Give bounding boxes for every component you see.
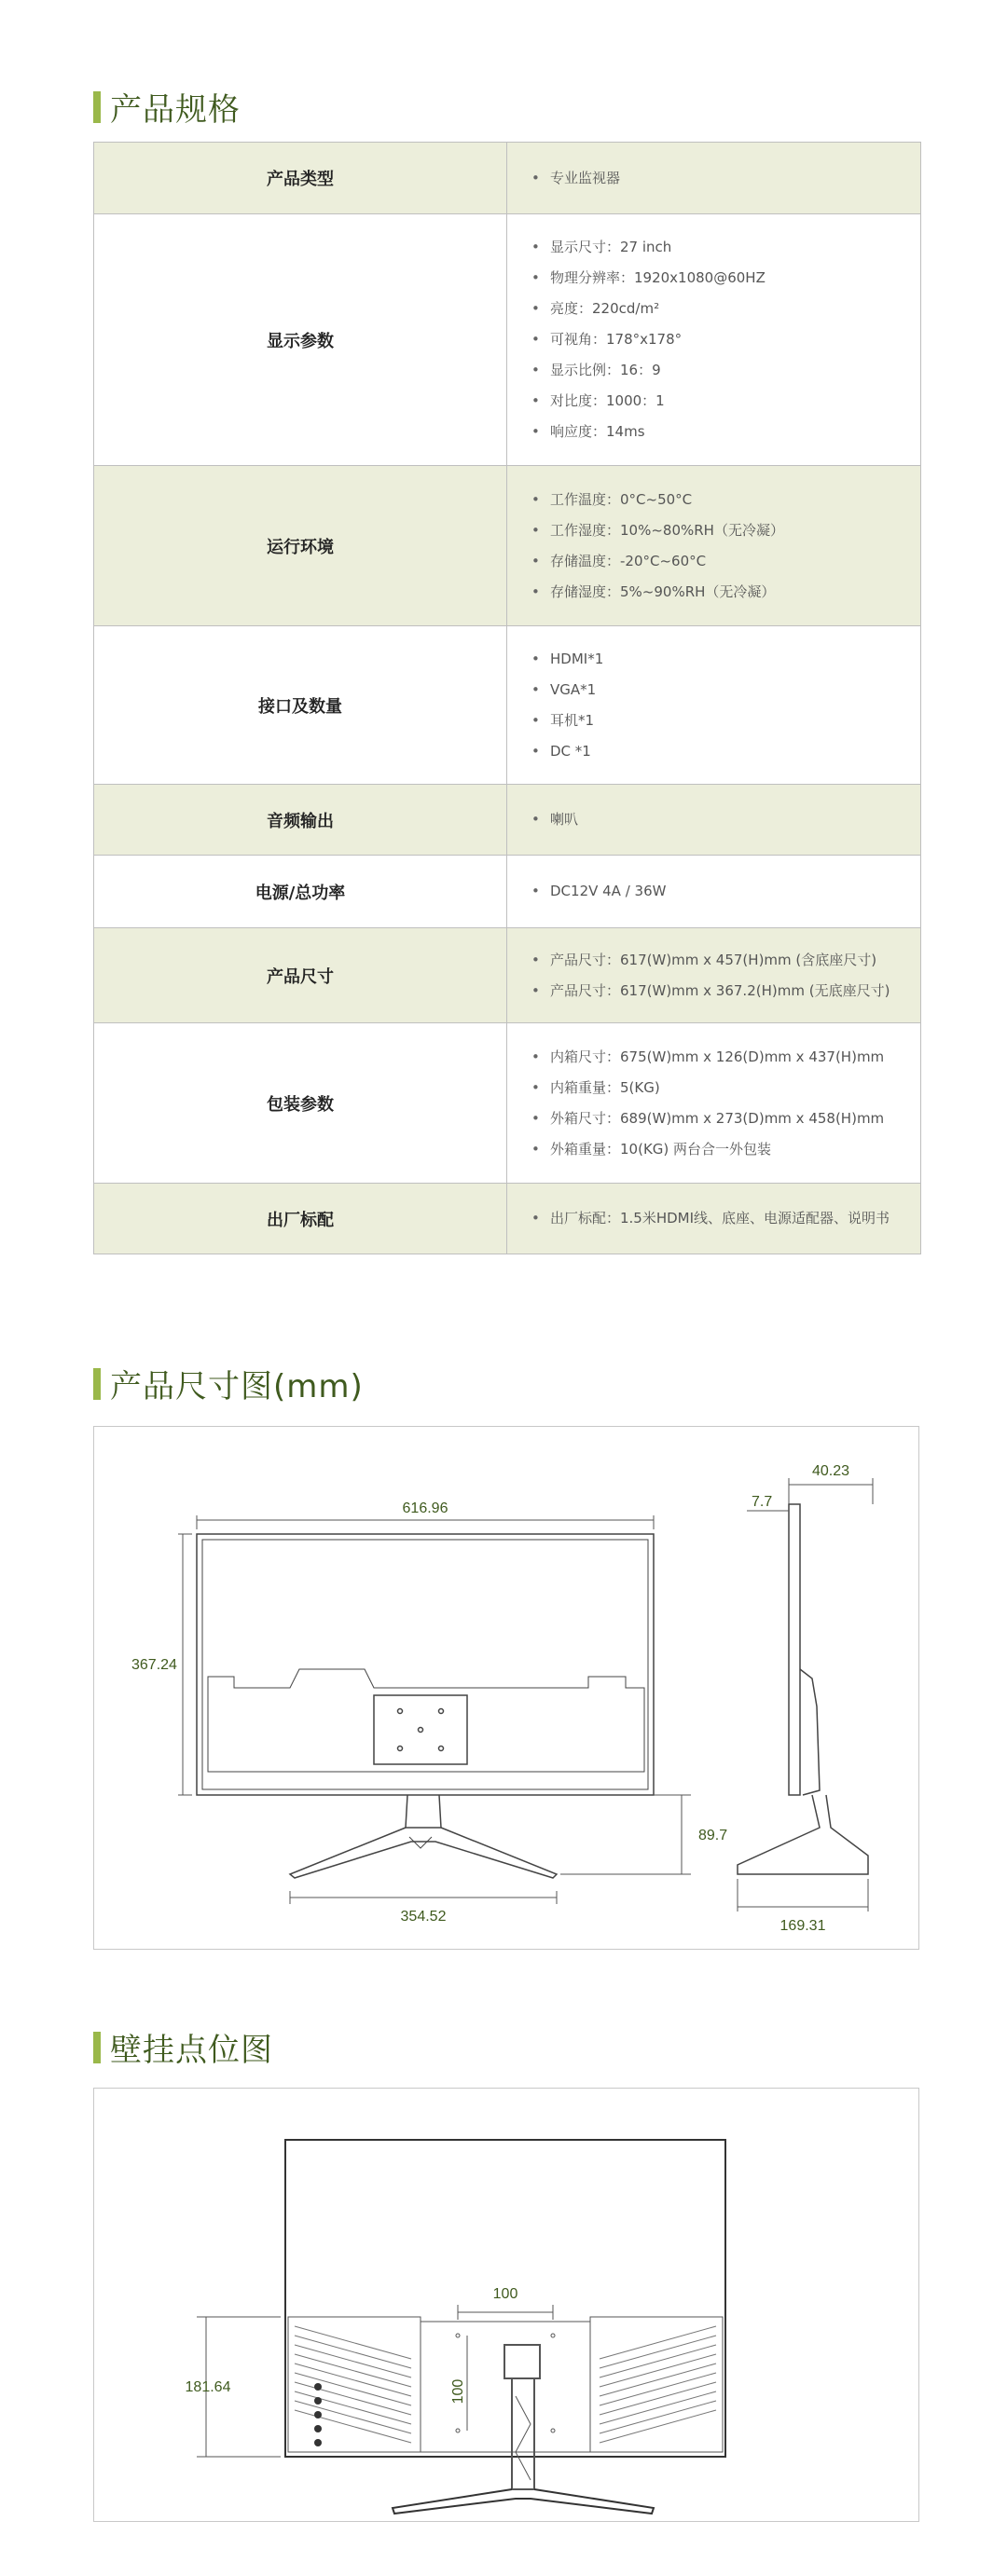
spec-value-item: • 内箱尺寸：675(W)mm x 126(D)mm x 437(H)mm bbox=[531, 1042, 920, 1073]
spec-value-item: • 喇叭 bbox=[531, 804, 920, 835]
spec-value-item: • 可视角：178°x178° bbox=[531, 324, 920, 355]
spec-row-label: 显示参数 bbox=[94, 214, 507, 465]
dim-base-depth-label: 169.31 bbox=[779, 1918, 826, 1934]
section-title-text: 壁挂点位图 bbox=[110, 2032, 273, 2069]
spec-row-label: 产品类型 bbox=[94, 143, 507, 213]
spec-value-item: • 产品尺寸：617(W)mm x 457(H)mm (含底座尺寸) bbox=[531, 945, 920, 976]
spec-value-item: • 存储温度：-20°C~60°C bbox=[531, 546, 920, 577]
wallmount-height-label: 181.64 bbox=[185, 2379, 231, 2395]
spec-row bbox=[94, 1022, 920, 1183]
title-accent-bar bbox=[93, 91, 101, 123]
section-specs-title bbox=[93, 84, 241, 130]
spec-row-values bbox=[507, 856, 920, 927]
spec-value-item: • 响应度：14ms bbox=[531, 417, 920, 447]
vesa-plate bbox=[374, 1695, 467, 1764]
title-accent-bar bbox=[93, 1368, 101, 1400]
dimension-drawing-frame bbox=[93, 1426, 919, 1950]
monitor-side-outline bbox=[789, 1504, 800, 1795]
spec-value-item: • 显示比例：16：9 bbox=[531, 355, 920, 386]
vesa-h-spacing-label: 100 bbox=[492, 2286, 518, 2302]
spec-value-item: • 内箱重量：5(KG) bbox=[531, 1073, 920, 1103]
spec-value-item: • 显示尺寸：27 inch bbox=[531, 232, 920, 263]
spec-value-item: • 专业监视器 bbox=[531, 163, 920, 194]
spec-value-item: • 工作温度：0°C~50°C bbox=[531, 485, 920, 515]
title-accent-bar bbox=[93, 2032, 101, 2063]
spec-value-item: • 耳机*1 bbox=[531, 706, 920, 736]
section-wallmount-title bbox=[93, 2024, 273, 2070]
spec-value-item: • DC *1 bbox=[531, 736, 920, 767]
spec-row bbox=[94, 927, 920, 1022]
spec-row bbox=[94, 625, 920, 784]
dim-width-label: 616.96 bbox=[402, 1500, 448, 1516]
dim-height-label: 367.24 bbox=[131, 1657, 177, 1673]
spec-value-item: • 产品尺寸：617(W)mm x 367.2(H)mm (无底座尺寸) bbox=[531, 976, 920, 1007]
spec-row-label: 接口及数量 bbox=[94, 626, 507, 784]
spec-row-values bbox=[507, 466, 920, 625]
spec-row-values bbox=[507, 214, 920, 465]
spec-value-item: • VGA*1 bbox=[531, 675, 920, 706]
spec-row-label: 出厂标配 bbox=[94, 1184, 507, 1254]
wallmount-drawing bbox=[94, 2089, 918, 2521]
spec-row-values bbox=[507, 1184, 920, 1254]
vesa-v-spacing-label: 100 bbox=[450, 2378, 466, 2405]
spec-row-label: 音频输出 bbox=[94, 785, 507, 855]
dim-base-width-label: 354.52 bbox=[400, 1909, 447, 1925]
spec-row bbox=[94, 213, 920, 465]
spec-value-item: • 工作湿度：10%~80%RH（无冷凝） bbox=[531, 515, 920, 546]
spec-row bbox=[94, 784, 920, 855]
spec-value-item: • HDMI*1 bbox=[531, 644, 920, 675]
wallmount-drawing-frame bbox=[93, 2088, 919, 2522]
spec-value-item: • DC12V 4A / 36W bbox=[531, 876, 920, 907]
spec-row-label: 电源/总功率 bbox=[94, 856, 507, 927]
spec-row-label: 包装参数 bbox=[94, 1023, 507, 1183]
spec-table bbox=[93, 142, 921, 1254]
spec-value-item: • 对比度：1000：1 bbox=[531, 386, 920, 417]
spec-value-item: • 存储湿度：5%~90%RH（无冷凝） bbox=[531, 577, 920, 608]
spec-row-values bbox=[507, 928, 920, 1022]
dim-depth-total-label: 40.23 bbox=[811, 1463, 850, 1479]
spec-row bbox=[94, 1183, 920, 1254]
monitor-front-outline bbox=[197, 1534, 654, 1795]
spec-row-values bbox=[507, 626, 920, 784]
spec-row-label: 产品尺寸 bbox=[94, 928, 507, 1022]
spec-row-label: 运行环境 bbox=[94, 466, 507, 625]
section-title-text: 产品尺寸图(mm) bbox=[110, 1368, 364, 1405]
spec-value-item: • 亮度：220cd/m² bbox=[531, 294, 920, 324]
section-title-text: 产品规格 bbox=[110, 91, 241, 129]
spec-row-values bbox=[507, 1023, 920, 1183]
spec-value-item: • 外箱尺寸：689(W)mm x 273(D)mm x 458(H)mm bbox=[531, 1103, 920, 1134]
spec-row-values bbox=[507, 143, 920, 213]
dim-panel-depth-label: 7.7 bbox=[752, 1494, 773, 1510]
spec-value-item: • 外箱重量：10(KG) 两台合一外包装 bbox=[531, 1134, 920, 1165]
spec-row bbox=[94, 855, 920, 927]
spec-value-item: • 物理分辨率：1920x1080@60HZ bbox=[531, 263, 920, 294]
spec-row bbox=[94, 143, 920, 213]
dim-stand-height-label: 89.7 bbox=[698, 1828, 728, 1843]
dimension-drawing bbox=[94, 1427, 918, 1949]
spec-value-item: • 出厂标配：1.5米HDMI线、底座、电源适配器、说明书 bbox=[531, 1203, 920, 1234]
section-dimensions-title bbox=[93, 1361, 364, 1406]
spec-row bbox=[94, 465, 920, 625]
spec-row-values bbox=[507, 785, 920, 855]
